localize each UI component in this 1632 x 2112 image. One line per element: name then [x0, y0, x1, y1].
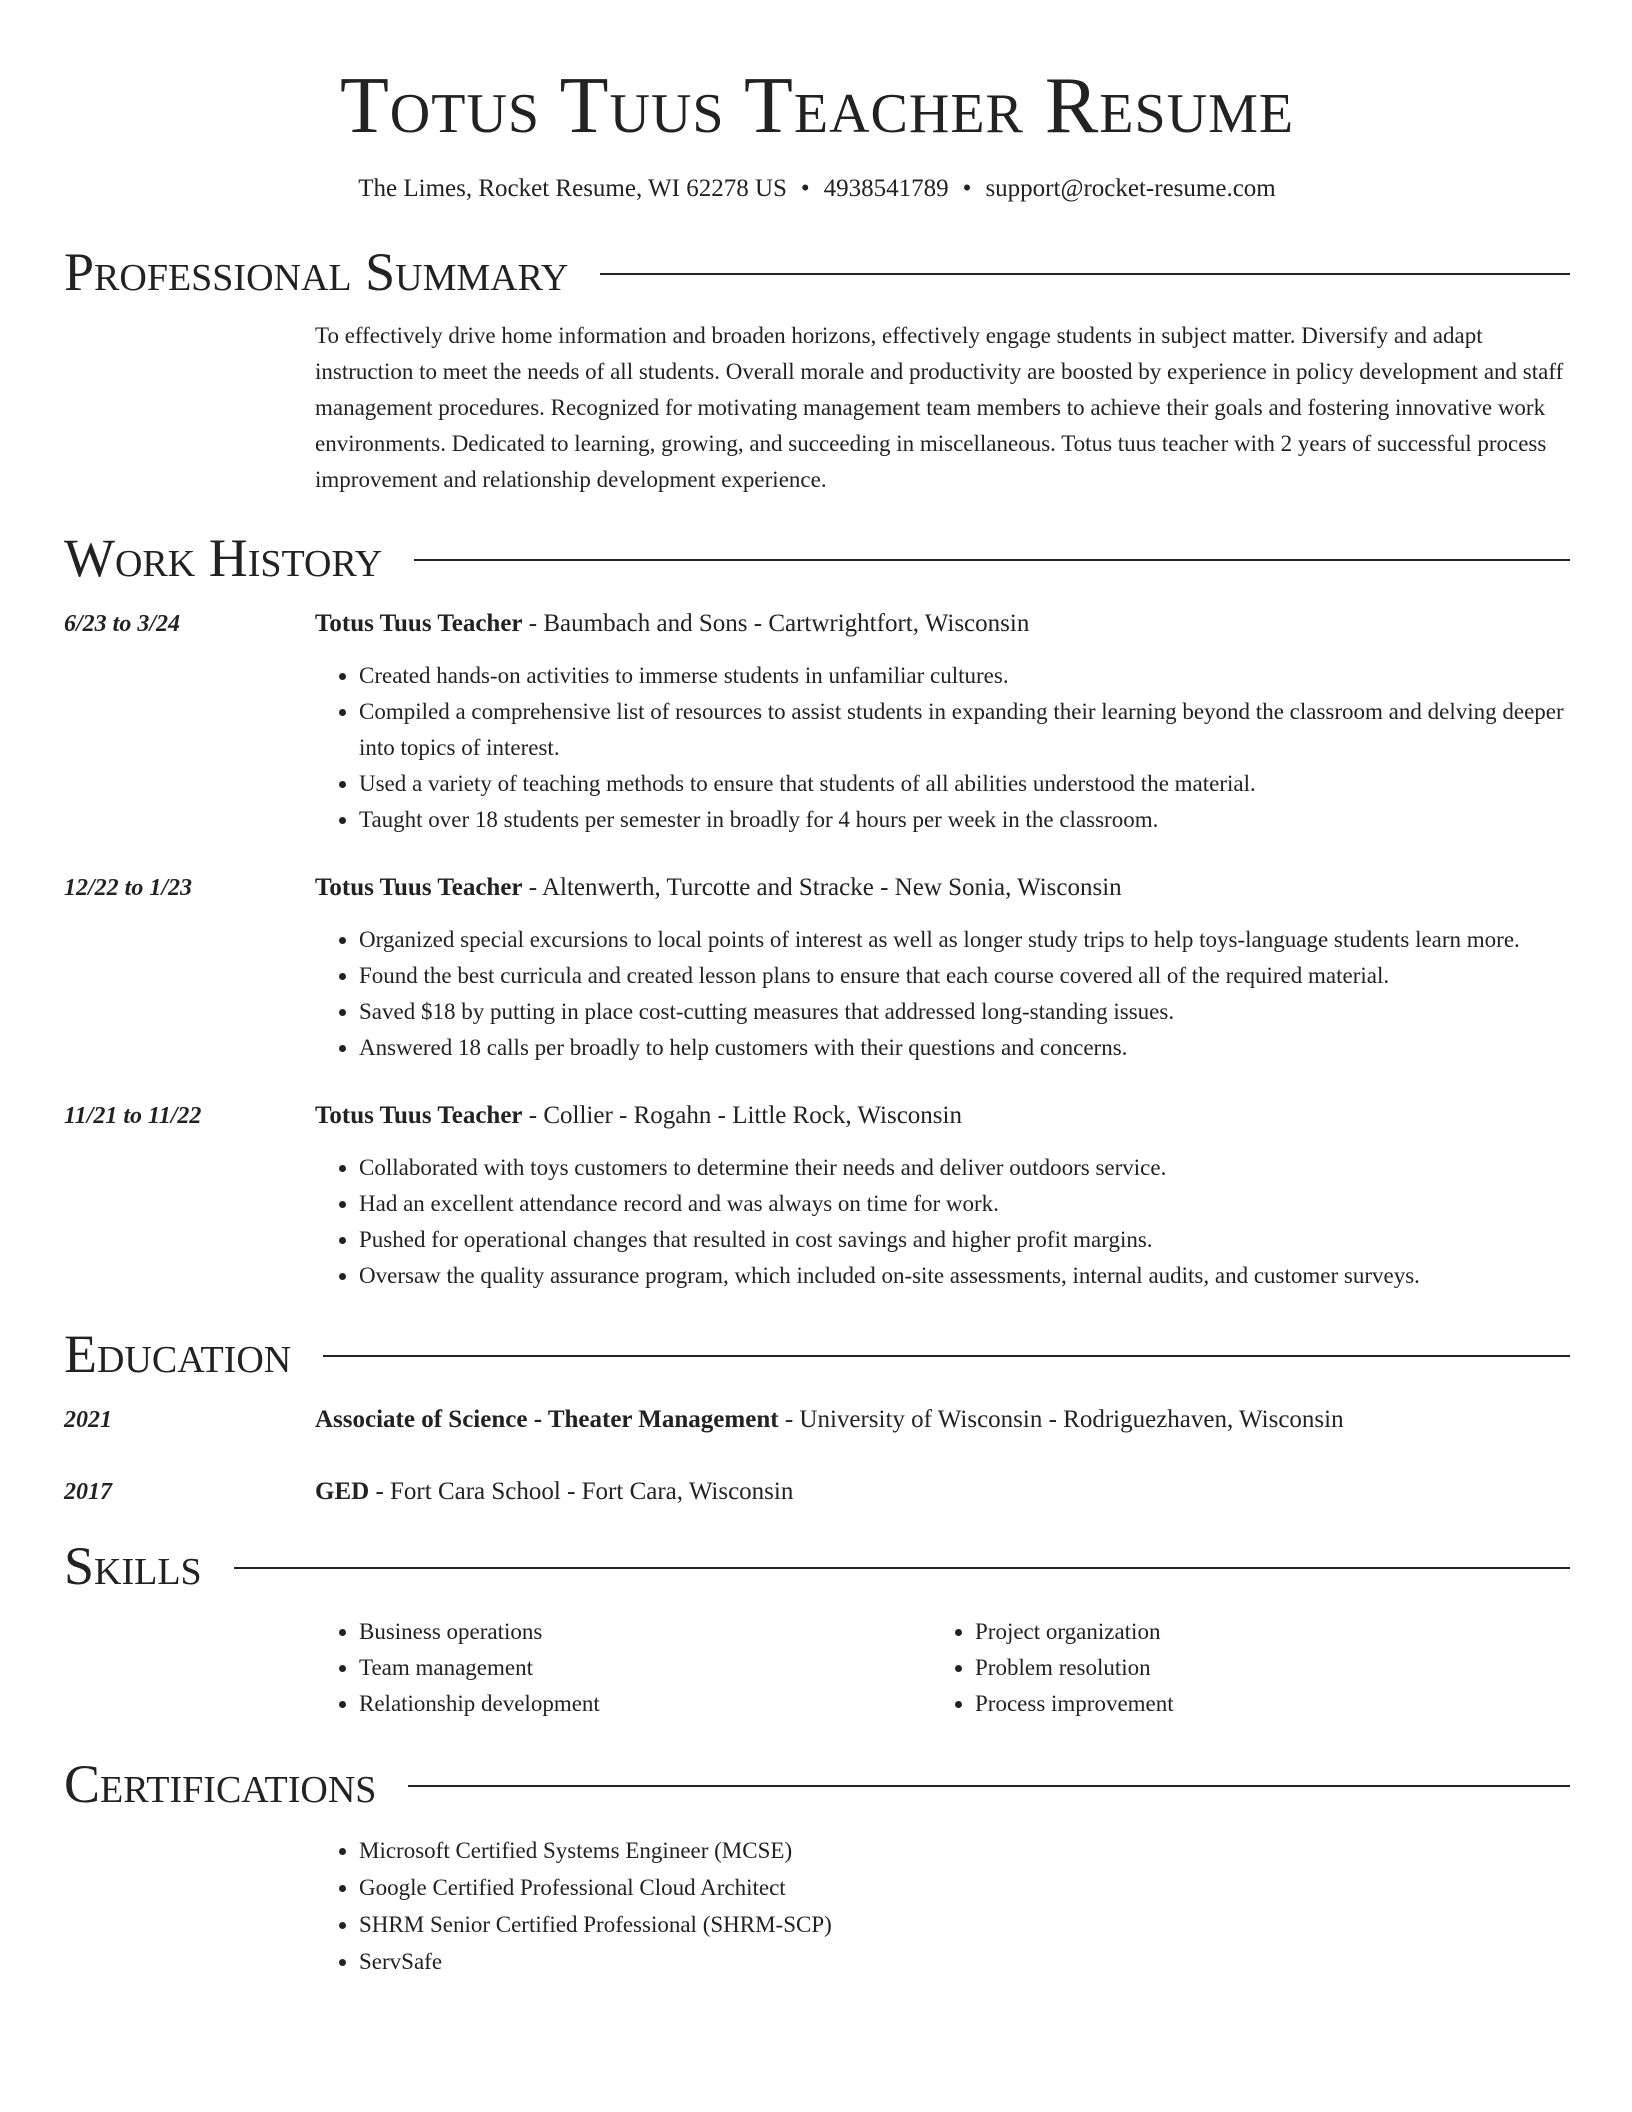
education-year: 2021 — [64, 1407, 112, 1433]
skill-item: • Business operations — [359, 1614, 931, 1650]
job-dates: 12/22 to 1/23 — [64, 875, 193, 901]
contact-line — [64, 172, 1570, 206]
education-details: - University of Wisconsin - Rodriguezhaven, Wisconsin — [778, 1406, 1344, 1433]
summary-section-header — [64, 240, 1570, 304]
job-dates: 6/23 to 3/24 — [64, 611, 181, 637]
skill-item: • Relationship development — [359, 1686, 931, 1722]
section-divider — [234, 1567, 1570, 1569]
work-section-header — [64, 526, 1570, 590]
education-heading: Education — [64, 1324, 292, 1384]
section-divider — [323, 1355, 1570, 1357]
skills-column-right — [931, 1614, 1547, 1722]
certifications-list — [315, 1832, 1570, 1980]
job-bullet: • Taught over 18 students per semester in broadly for 4 hours per week in the classroom. — [359, 802, 1570, 838]
job-entry — [64, 1098, 1570, 1294]
job-bullet: • Found the best curricula and created lesson plans to ensure that each course covered all of the required material. — [359, 958, 1570, 994]
skill-item: • Project organization — [975, 1614, 1547, 1650]
contact-separator: • — [800, 175, 810, 202]
summary-heading: Professional Summary — [64, 242, 569, 302]
skills-heading: Skills — [64, 1536, 202, 1596]
summary-text: To effectively drive home information and broaden horizons, effectively engage students in subject matter. Diversify and adapt instruction to meet the needs of all students. Overall morale and productivity are boosted by experience in policy development and staff management procedures. Recognized for motivating management team members to achieve their goals and fostering innovative work environments. Dedicated to learning, growing, and succeeding in miscellaneous. Totus tuus teacher with 2 years of successful process improvement and relationship development experience. — [315, 323, 1564, 492]
job-bullets — [315, 922, 1570, 1066]
education-heading-line — [315, 1402, 1570, 1438]
certification-item: • SHRM Senior Certified Professional (SHRM-SCP) — [359, 1906, 1570, 1943]
job-title: Totus Tuus Teacher — [315, 874, 523, 901]
education-entry — [64, 1474, 1570, 1510]
education-year: 2017 — [64, 1479, 112, 1505]
job-bullet: • Saved $18 by putting in place cost-cutting measures that addressed long-standing issues. — [359, 994, 1570, 1030]
section-divider — [414, 559, 1570, 561]
education-degree: GED — [315, 1478, 370, 1505]
skill-item: • Problem resolution — [975, 1650, 1547, 1686]
job-details: - Baumbach and Sons - Cartwrightfort, Wisconsin — [522, 610, 1030, 637]
job-heading — [315, 1098, 1570, 1134]
contact-separator: • — [962, 175, 972, 202]
certification-item: • Microsoft Certified Systems Engineer (MCSE) — [359, 1832, 1570, 1869]
skill-item: • Team management — [359, 1650, 931, 1686]
job-title: Totus Tuus Teacher — [315, 1102, 523, 1129]
job-bullet: • Collaborated with toys customers to determine their needs and deliver outdoors service. — [359, 1150, 1570, 1186]
job-bullet: • Had an excellent attendance record and was always on time for work. — [359, 1186, 1570, 1222]
job-heading — [315, 870, 1570, 906]
certification-item: • Google Certified Professional Cloud Architect — [359, 1869, 1570, 1906]
contact-email: support@rocket-resume.com — [985, 175, 1276, 202]
job-bullet: • Answered 18 calls per broadly to help customers with their questions and concerns. — [359, 1030, 1570, 1066]
skills-list — [315, 1614, 1570, 1722]
certifications-bullets — [315, 1832, 1570, 1980]
job-bullet: • Used a variety of teaching methods to ensure that students of all abilities understood the material. — [359, 766, 1570, 802]
contact-phone: 4938541789 — [823, 175, 949, 202]
job-heading — [315, 606, 1570, 642]
education-details: - Fort Cara School - Fort Cara, Wisconsin — [369, 1478, 794, 1505]
job-entry — [64, 870, 1570, 1066]
job-bullet: • Oversaw the quality assurance program, which included on-site assessments, internal audits, and customer surveys. — [359, 1258, 1570, 1294]
certification-item: • ServSafe — [359, 1943, 1570, 1980]
contact-address: The Limes, Rocket Resume, WI 62278 US — [358, 175, 787, 202]
job-dates: 11/21 to 11/22 — [64, 1103, 202, 1129]
job-bullets — [315, 1150, 1570, 1294]
skills-column-left — [315, 1614, 931, 1722]
section-divider — [600, 273, 1570, 275]
skill-item: • Process improvement — [975, 1686, 1547, 1722]
job-bullet: • Organized special excursions to local points of interest as well as longer study trips to help toys-language students learn more. — [359, 922, 1570, 958]
section-divider — [408, 1785, 1570, 1787]
education-entry — [64, 1402, 1570, 1438]
skills-section-header — [64, 1534, 1570, 1598]
education-degree: Associate of Science - Theater Management — [315, 1406, 779, 1433]
job-details: - Altenwerth, Turcotte and Stracke - New Sonia, Wisconsin — [522, 874, 1122, 901]
job-bullet: • Pushed for operational changes that resulted in cost savings and higher profit margins. — [359, 1222, 1570, 1258]
education-section-header — [64, 1322, 1570, 1386]
job-bullets — [315, 658, 1570, 838]
job-title: Totus Tuus Teacher — [315, 610, 523, 637]
work-heading: Work History — [64, 528, 383, 588]
job-details: - Collier - Rogahn - Little Rock, Wisconsin — [522, 1102, 962, 1129]
job-entry — [64, 606, 1570, 838]
certifications-heading: Certifications — [64, 1754, 377, 1814]
resume-title: Totus Tuus Teacher Resume — [339, 62, 1295, 150]
education-heading-line — [315, 1474, 1570, 1510]
job-bullet: • Created hands-on activities to immerse students in unfamiliar cultures. — [359, 658, 1570, 694]
resume-page — [64, 0, 1570, 1980]
job-bullet: • Compiled a comprehensive list of resources to assist students in expanding their learning beyond the classroom and delving deeper into topics of interest. — [359, 694, 1570, 766]
certifications-section-header — [64, 1752, 1570, 1816]
